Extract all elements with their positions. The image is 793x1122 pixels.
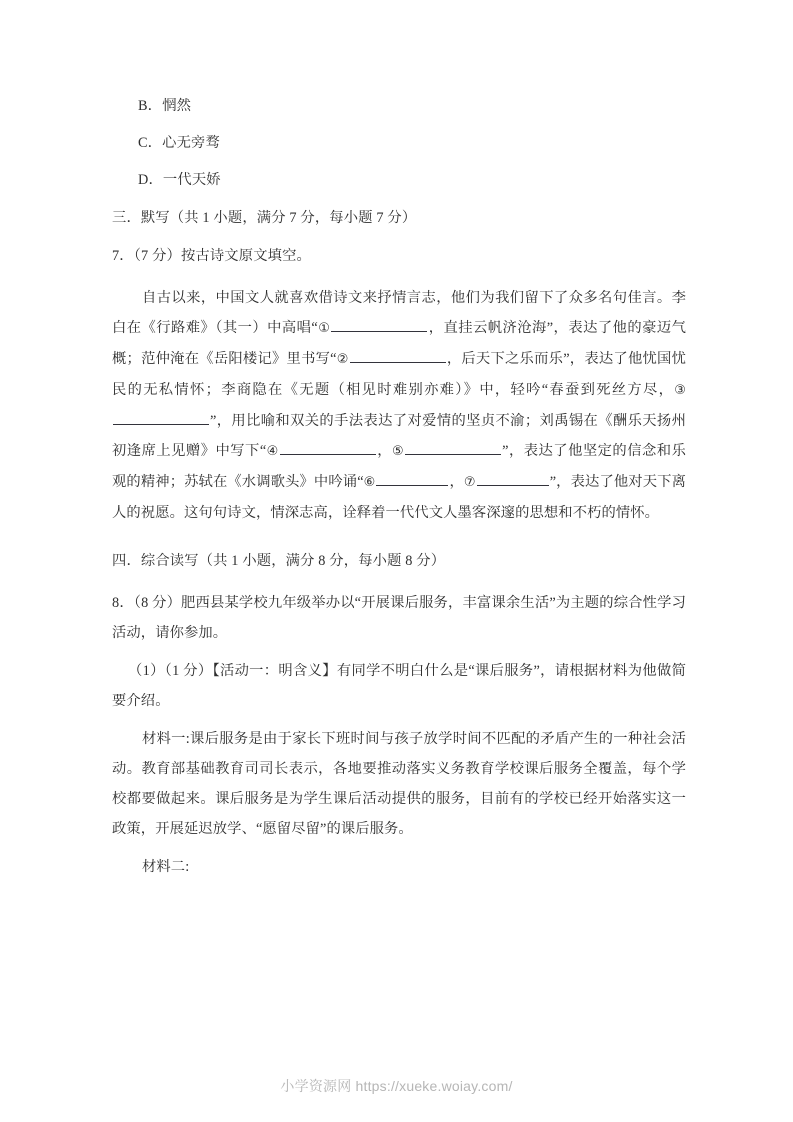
q7-blank-3[interactable] xyxy=(113,409,209,425)
choice-option-b: B．惘然 xyxy=(138,98,192,114)
spacer xyxy=(112,528,686,542)
spacer xyxy=(112,648,686,656)
question-7-head: 7．（7 分）按古诗文原文填空。 xyxy=(112,248,311,264)
q7-blank-2[interactable] xyxy=(350,347,446,363)
footer-watermark: 小学资源网 https://xueke.woiay.com/ xyxy=(280,1078,513,1094)
q7-blank-5[interactable] xyxy=(405,439,501,455)
q7-text-2: ，直挂云帆济沧海”，表达了他的豪迈气概；范仲淹在《岳阳楼记》里书写“ xyxy=(112,320,686,367)
question-7-body xyxy=(112,283,686,528)
material-one: 材料一:课后服务是由于家长下班时间与孩子放学时间不匹配的矛盾产生的一种社会活动。教育部基础教育司司长表示，各地要推动落实义务教育学校课后服务全覆盖，每个学校都要做起来。课后服务是为学生课后活动提供的服务，目前有的学校已经开始落实这一政策，开展延迟放学、“愿留尽留”的课后服务。 xyxy=(112,731,686,837)
document-content xyxy=(112,88,686,882)
material-two-label: 材料二: xyxy=(142,859,190,875)
q7-text-4: ”，用比喻和双关的手法表达了对爱情的坚贞不渝；刘禹锡在《酬乐天扬州初逢席上见赠》中写下“ xyxy=(112,413,686,459)
q7-blank-6[interactable] xyxy=(376,470,448,486)
q7-blank-number-6: ⑥ xyxy=(363,475,376,490)
section-heading-four: 四．综合读写（共 1 小题，满分 8 分，每小题 8 分） xyxy=(112,553,446,569)
q7-blank-number-5: ⑤ xyxy=(391,444,405,459)
q7-blank-number-7: ⑦ xyxy=(463,475,476,490)
q7-text-8: ”，表达了他对天下离人的祝愿。这句句诗文，情深志高，诠释着一代代文人墨客深邃的思想和不朽的情怀。 xyxy=(112,474,686,521)
q7-blank-7[interactable] xyxy=(477,470,549,486)
q7-text-7: ， xyxy=(449,474,464,490)
question-8-sub-1: （1）（1 分）【活动一：明含义】有同学不明白什么是“课后服务”，请根据材料为他做简要介绍。 xyxy=(112,663,686,709)
q7-blank-number-3: ③ xyxy=(674,383,686,398)
q7-text-1: 自古以来，中国文人就喜欢借诗文来抒情言志，他们为我们留下了众多名句佳言。李白在《行路难》（其一）中高唱“ xyxy=(112,290,686,336)
spacer xyxy=(112,275,686,283)
question-8-head: 8．（8 分）肥西县某学校九年级举办以“开展课后服务，丰富课余生活”为主题的综合性学习活动，请你参加。 xyxy=(112,595,686,641)
spacer xyxy=(112,844,686,852)
q7-blank-number-4: ④ xyxy=(266,444,279,459)
spacer xyxy=(112,580,686,588)
q7-text-5: ， xyxy=(376,443,392,459)
choice-option-c: C．心无旁骛 xyxy=(138,135,220,151)
q7-blank-4[interactable] xyxy=(280,439,376,455)
q7-text-6: ”，表达了他坚定的信念和乐观的精神；苏轼在《水调歌头》中吟诵“ xyxy=(112,443,686,490)
q7-blank-number-1: ① xyxy=(317,321,331,336)
q7-blank-number-2: ② xyxy=(336,352,349,367)
section-heading-three: 三．默写（共 1 小题，满分 7 分，每小题 7 分） xyxy=(112,210,417,226)
choice-option-d: D．一代天娇 xyxy=(138,172,221,188)
spacer xyxy=(112,716,686,724)
q7-blank-1[interactable] xyxy=(331,316,427,332)
q7-text-3: ，后天下之乐而乐”，表达了他忧国忧民的无私情怀；李商隐在《无题（相见时难别亦难）》中，轻吟“春蚕到死丝方尽， xyxy=(112,351,686,398)
